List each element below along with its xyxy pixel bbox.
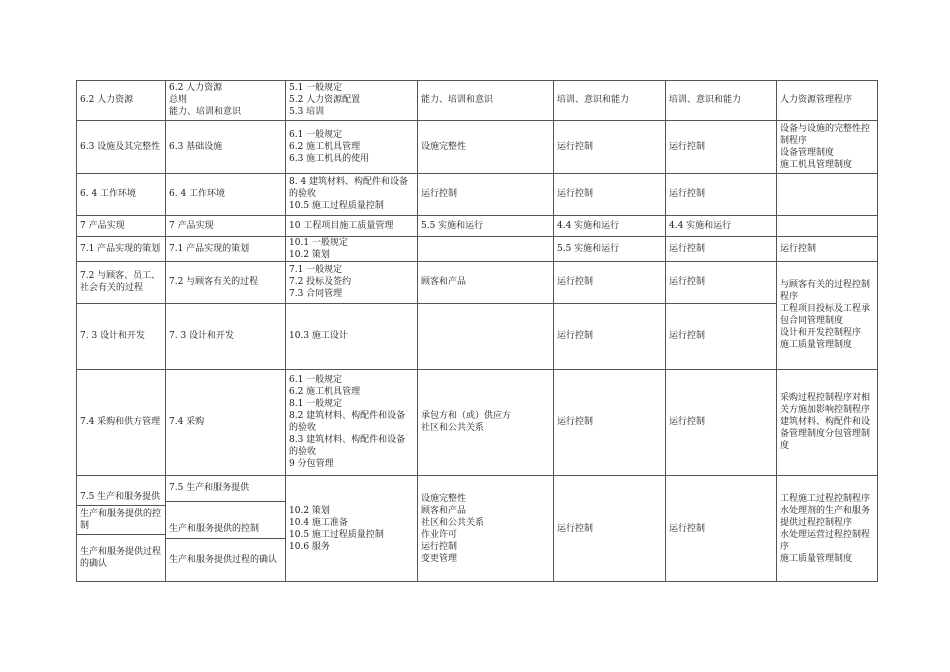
- r1-c7: 人力资源管理程序: [780, 95, 853, 105]
- grid-line: [76, 303, 776, 304]
- r9c-c1: 生产和服务提供过程的确认: [80, 547, 162, 569]
- r5-c6: 运行控制: [669, 243, 706, 254]
- r7-c4: [417, 303, 553, 369]
- r1-c2: 6.2 人力资源 总则 能力、培训和意识: [169, 83, 242, 117]
- r5-c3: 10.1 一般规定 10.2 策划: [289, 237, 348, 260]
- r3-c6: 运行控制: [669, 189, 706, 199]
- grid-line: [76, 475, 878, 476]
- r8-c4: 承包方和（或）供应方 社区和公共关系: [421, 411, 512, 433]
- r1-c5: 培训、意识和能力: [557, 95, 630, 105]
- grid-line: [665, 80, 666, 582]
- r5-c4: [417, 236, 553, 261]
- r1-c4: 能力、培训和意识: [421, 95, 494, 105]
- grid-line: [76, 80, 878, 81]
- r8-c5: 运行控制: [557, 417, 594, 427]
- r1-c3: 5.1 一般规定 5.2 人力资源配置 5.3 培训: [289, 83, 361, 117]
- r9c-c2: 生产和服务提供过程的确认: [169, 555, 278, 565]
- r4-c6: 4.4 实施和运行: [669, 220, 732, 231]
- grid-line: [553, 80, 554, 582]
- r9a-c1: 7.5 生产和服务提供: [80, 492, 161, 502]
- r9b-c1: 生产和服务提供的控制: [80, 508, 162, 531]
- grid-line: [76, 215, 878, 216]
- r3-c2: 6. 4 工作环境: [169, 189, 226, 199]
- r2-c3: 6.1 一般规定 6.2 施工机具管理 6.3 施工机具的使用: [289, 129, 370, 164]
- grid-line: [165, 80, 166, 582]
- r2-c5: 运行控制: [557, 141, 594, 152]
- r4-c7: [776, 215, 878, 236]
- grid-line: [776, 80, 777, 582]
- grid-line: [285, 80, 286, 582]
- grid-line: [76, 534, 165, 535]
- grid-line: [76, 236, 878, 237]
- r9-c3: 10.2 策划 10.4 施工准备 10.5 施工过程质量控制 10.6 服务: [289, 505, 384, 552]
- r6-c2: 7.2 与顾客有关的过程: [169, 277, 259, 287]
- r1-c1: 6.2 人力资源: [80, 95, 134, 105]
- r7-c5: 运行控制: [557, 331, 594, 341]
- r6-c3: 7.1 一般规定 7.2 投标及签约 7.3 合同管理: [289, 265, 352, 299]
- r9-c4: 设施完整性 顾客和产品 社区和公共关系 作业许可 运行控制 变更管理: [421, 493, 485, 564]
- r9b-c2: 生产和服务提供的控制: [169, 524, 260, 534]
- r7-c1: 7. 3 设计和开发: [80, 331, 146, 341]
- r6-c6: 运行控制: [669, 277, 706, 287]
- r6-c1: 7.2 与顾客、员工、社会有关的过程: [80, 271, 161, 293]
- grid-line: [877, 80, 878, 582]
- r9a-c2: 7.5 生产和服务提供: [169, 483, 250, 493]
- r6-7-c7-merged: 与顾客有关的过程控制程序 工程项目投标及工程承包合同管理制度 设计和开发控制程序 施工质量管理制度: [780, 280, 871, 350]
- grid-line: [76, 80, 77, 582]
- r8-c2: 7.4 采购: [169, 417, 205, 427]
- r2-c1: 6.3 设施及其完整性: [80, 141, 161, 152]
- r7-c2: 7. 3 设计和开发: [169, 331, 235, 341]
- r9-c5: 运行控制: [557, 523, 594, 534]
- r2-c2: 6.3 基础设施: [169, 141, 223, 152]
- r5-c5: 5.5 实施和运行: [557, 243, 620, 254]
- r3-c5: 运行控制: [557, 189, 594, 199]
- r6-c4: 顾客和产品: [421, 277, 467, 287]
- r3-c7: [776, 173, 878, 215]
- r4-c5: 4.4 实施和运行: [557, 220, 620, 231]
- r2-c7: 设备与设施的完整性控制程序 设备管理制度 施工机具管理制度: [780, 123, 871, 170]
- grid-line: [76, 261, 878, 262]
- r8-c6: 运行控制: [669, 417, 706, 427]
- grid-line: [76, 505, 165, 506]
- r9-c7: 工程施工过程控制程序 水处理剂的生产和服务提供过程控制程序 水处理运营过程控制程序 施工质量管理制度: [780, 493, 871, 564]
- grid-line: [76, 581, 878, 582]
- grid-line: [165, 501, 285, 502]
- r8-c7: 采购过程控制程序对相关方施加影响控制程序 建筑材料、构配件和设备管理制度分包管理制度: [780, 393, 871, 451]
- r1-c6: 培训、意识和能力: [669, 95, 742, 105]
- r4-c4: 5.5 实施和运行: [421, 220, 484, 231]
- r7-c3: 10.3 施工设计: [289, 331, 348, 341]
- r8-c3: 6.1 一般规定 6.2 施工机具管理 8.1 一般规定 8.2 建筑材料、构配件和设备的验收 8.3 建筑材料、构配件和设备的验收 9 分包管理: [289, 375, 406, 469]
- grid-line: [76, 173, 878, 174]
- r2-c6: 运行控制: [669, 141, 706, 152]
- r8-c1: 7.4 采购和供方管理: [80, 417, 161, 427]
- r2-c4: 设施完整性: [421, 141, 467, 152]
- r5-c7: 运行控制: [780, 243, 817, 254]
- grid-line: [76, 120, 878, 121]
- r7-c6: 运行控制: [669, 331, 706, 341]
- r5-c2: 7.1 产品实现的策划: [169, 243, 250, 254]
- r9-c6: 运行控制: [669, 523, 706, 534]
- grid-line: [165, 538, 285, 539]
- r3-c1: 6. 4 工作环境: [80, 189, 137, 199]
- r5-c1: 7.1 产品实现的策划: [80, 243, 161, 254]
- r4-c1: 7 产品实现: [80, 220, 125, 231]
- r4-c2: 7 产品实现: [169, 220, 214, 231]
- grid-line: [417, 80, 418, 582]
- r3-c3: 8. 4 建筑材料、构配件和设备的验收 10.5 施工过程质量控制: [289, 177, 409, 211]
- r3-c4: 运行控制: [421, 189, 458, 199]
- r6-c5: 运行控制: [557, 277, 594, 287]
- r4-c3: 10 工程项目施工质量管理: [289, 220, 394, 231]
- standards-mapping-table: [76, 80, 878, 582]
- grid-line: [76, 369, 878, 370]
